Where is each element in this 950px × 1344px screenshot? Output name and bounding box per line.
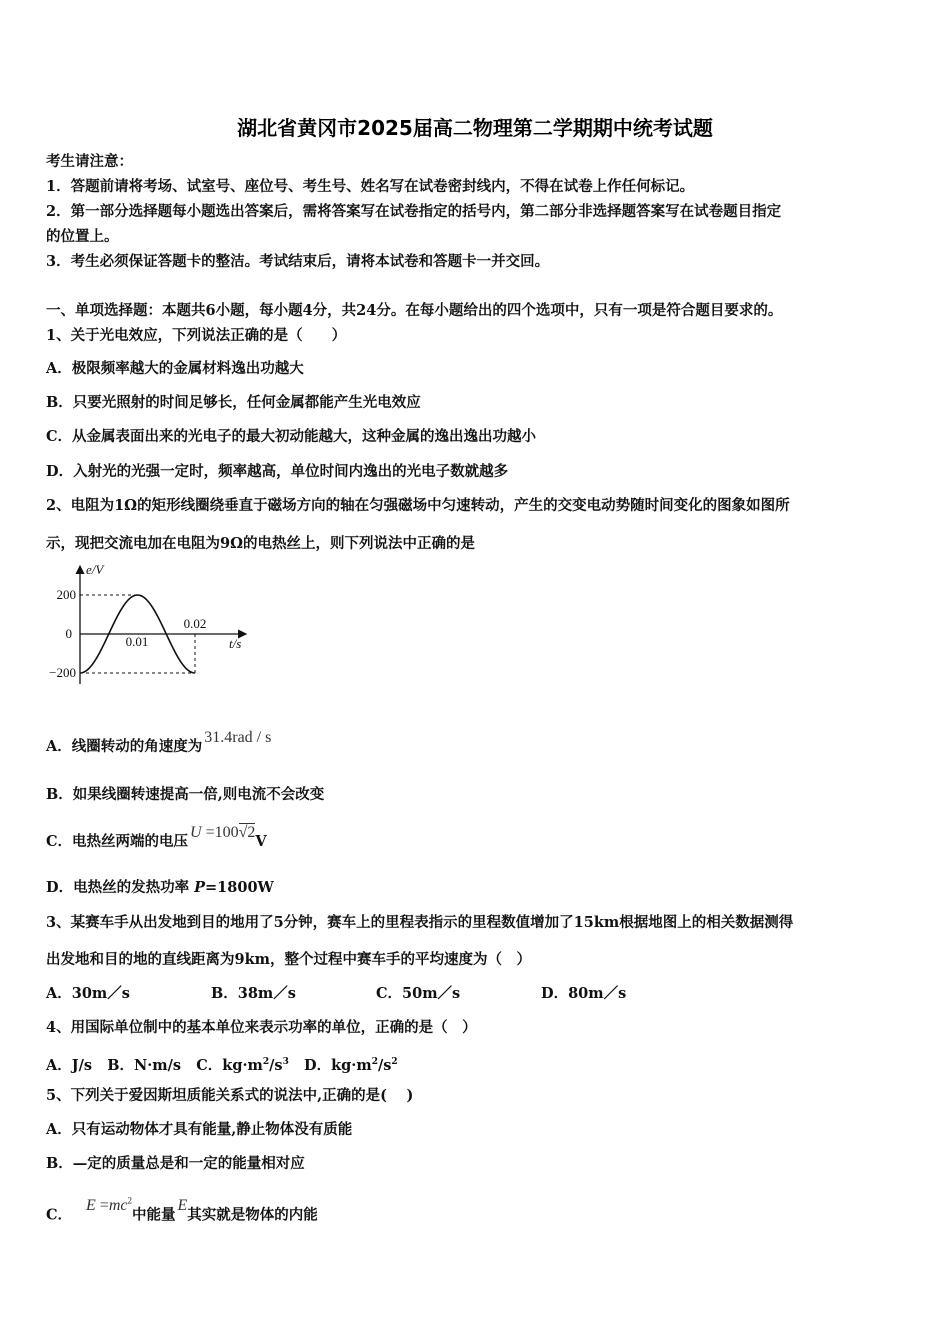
q5-stem: 5、下列关于爱因斯坦质能关系式的说法中,正确的是( ) bbox=[46, 1087, 414, 1104]
q4-option-b: B．N·m/s bbox=[107, 1056, 182, 1074]
q1-option-b: B．只要光照射的时间足够长，任何金属都能产生光电效应 bbox=[46, 394, 421, 411]
mass-energy-formula: $E =mc^2$ bbox=[86, 1196, 133, 1215]
q2-option-b: B．如果线圈转速提高一倍,则电流不会改变 bbox=[46, 786, 325, 803]
page-title: 湖北省黄冈市2025届高二物理第二学期期中统考试题 bbox=[237, 116, 713, 140]
y-tick-200: 200 bbox=[56, 587, 76, 602]
q4-option-c: C．$kg\cdot m^2/s^3$ bbox=[196, 1056, 289, 1074]
q4-option-d: D．$kg\cdot m^2/s^2$ bbox=[304, 1056, 398, 1074]
notice-item-3: 3．考生必须保证答题卡的整洁。考试结束后，请将本试卷和答题卡一并交回。 bbox=[46, 253, 550, 270]
q4-stem: 4、用国际单位制中的基本单位来表示功率的单位，正确的是（ ） bbox=[46, 1019, 477, 1036]
x-tick-002: 0.02 bbox=[183, 616, 207, 631]
notice-item-2-cont: 的位置上。 bbox=[46, 228, 119, 245]
q3-option-c: C．50m／s bbox=[376, 985, 461, 1002]
voltage-formula: U =100√2 bbox=[190, 824, 256, 841]
q2-option-a: A．线圈转动的角速度为31.4rad / s bbox=[46, 729, 272, 755]
y-axis-label: e/V bbox=[86, 562, 104, 577]
q2-stem-cont: 示，现把交流电加在电阻为9Ω的电热丝上，则下列说法中正确的是 bbox=[46, 535, 475, 552]
q2-option-c: C．电热丝两端的电压U =100√2V bbox=[46, 824, 267, 850]
q5-option-a: A．只有运动物体才具有能量,静止物体没有质能 bbox=[46, 1121, 353, 1138]
q2-option-d: D．电热丝的发热功率 P=1800W bbox=[46, 879, 274, 896]
q3-option-a: A．30m／s bbox=[46, 985, 130, 1002]
q4-options bbox=[46, 1052, 398, 1076]
y-tick-minus-200: −200 bbox=[49, 665, 76, 680]
notice-item-1: 1．答题前请将考场、试室号、座位号、考生号、姓名写在试卷密封线内，不得在试卷上作任何标记。 bbox=[46, 178, 695, 195]
q3-option-b: B．38m／s bbox=[211, 985, 296, 1002]
q5-option-c: C．$E =mc^2$中能量E其实就是物体的内能 bbox=[46, 1196, 318, 1224]
q1-option-c: C．从金属表面出来的光电子的最大初动能越大，这种金属的逸出逸出功越小 bbox=[46, 428, 537, 445]
q1-stem: 1、关于光电效应，下列说法正确的是（ ） bbox=[46, 327, 347, 344]
q3-option-d: D．80m／s bbox=[541, 985, 627, 1002]
q3-stem: 3、某赛车手从出发地到目的地用了5分钟，赛车上的里程表指示的里程数值增加了15km根据地图上的相关数据测得 bbox=[46, 914, 794, 931]
energy-symbol: E bbox=[177, 1197, 188, 1215]
section-heading: 一、单项选择题：本题共6小题，每小题4分，共24分。在每小题给出的四个选项中，只有一项是符合题目要求的。 bbox=[46, 302, 783, 319]
q5-option-b: B．—定的质量总是和一定的能量相对应 bbox=[46, 1155, 305, 1172]
q1-option-d: D．入射光的光强一定时，频率越高，单位时间内逸出的光电子数就越多 bbox=[46, 463, 509, 480]
q2-stem: 2、电阻为1Ω的矩形线圈绕垂直于磁场方向的轴在匀强磁场中匀速转动，产生的交变电动势随时间变化的图象如图所 bbox=[46, 497, 790, 514]
x-tick-001: 0.01 bbox=[125, 634, 149, 649]
x-axis-label: t/s bbox=[229, 636, 242, 651]
q4-option-a: A．J/s bbox=[46, 1056, 93, 1074]
q1-option-a: A．极限频率越大的金属材料逸出功越大 bbox=[46, 360, 304, 377]
notice-heading: 考生请注意： bbox=[46, 153, 133, 170]
notice-item-2: 2．第一部分选择题每小题选出答案后，需将答案写在试卷指定的括号内，第二部分非选择题答案写在试卷题目指定 bbox=[46, 203, 782, 220]
q3-stem-cont: 出发地和目的地的直线距离为9km，整个过程中赛车手的平均速度为（ ） bbox=[46, 951, 531, 968]
emf-time-graph bbox=[40, 560, 255, 690]
angular-velocity-formula: 31.4rad / s bbox=[204, 729, 272, 746]
y-tick-0: 0 bbox=[65, 626, 72, 641]
